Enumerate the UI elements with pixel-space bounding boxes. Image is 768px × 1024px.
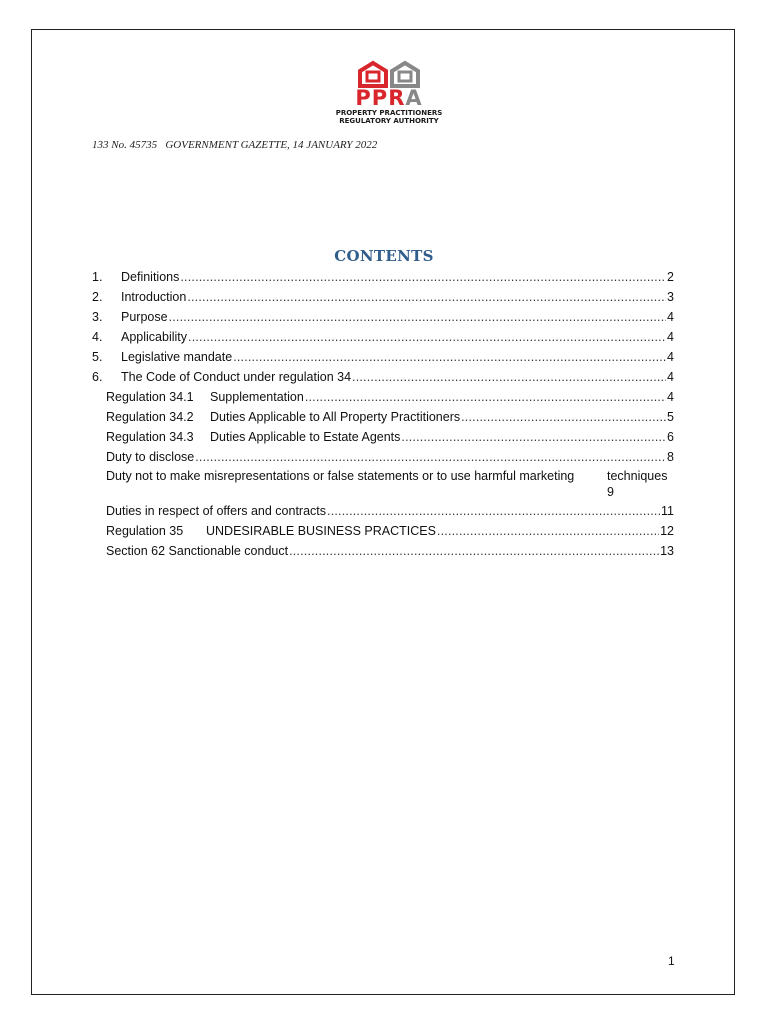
- logo-wordmark: PPRA: [355, 86, 423, 110]
- logo-subtitle-line2: REGULATORY AUTHORITY: [339, 117, 439, 125]
- toc-entry[interactable]: Regulation 34.2 Duties Applicable to All Property Practitioners ..... 5: [106, 409, 674, 425]
- page-number: 1: [668, 954, 675, 968]
- contents-title: CONTENTS: [334, 247, 434, 265]
- toc-entry[interactable]: 3. Purpose ..... 4: [92, 309, 674, 325]
- toc-entry[interactable]: 4. Applicability ..... 4: [92, 329, 674, 345]
- houses-logo-icon: [356, 60, 422, 88]
- toc-entry[interactable]: 2. Introduction ..... 3: [92, 289, 674, 305]
- logo-subtitle-line1: PROPERTY PRACTITIONERS: [335, 109, 443, 117]
- toc-entry[interactable]: 6. The Code of Conduct under regulation 34 ..... 4: [92, 369, 674, 385]
- toc-entry[interactable]: Regulation 35 UNDESIRABLE BUSINESS PRACTICES ..... 12: [106, 523, 674, 539]
- toc-entry[interactable]: Regulation 34.1 Supplementation ..... 4: [106, 389, 674, 405]
- toc-entry[interactable]: Duty to disclose ..... 8: [106, 449, 674, 465]
- toc-entry[interactable]: Duties in respect of offers and contracts ..... 11: [106, 503, 674, 519]
- gazette-header: 133 No. 45735 GOVERNMENT GAZETTE, 14 JANUARY 2022: [92, 139, 378, 151]
- ppra-logo: [326, 60, 452, 134]
- toc-entry[interactable]: Section 62 Sanctionable conduct ..... 13: [106, 543, 674, 559]
- toc-entry[interactable]: 5. Legislative mandate ..... 4: [92, 349, 674, 365]
- toc-entry[interactable]: 1. Definitions ..... 2: [92, 269, 674, 285]
- toc-entry[interactable]: Regulation 34.3 Duties Applicable to Estate Agents ..... 6: [106, 429, 674, 445]
